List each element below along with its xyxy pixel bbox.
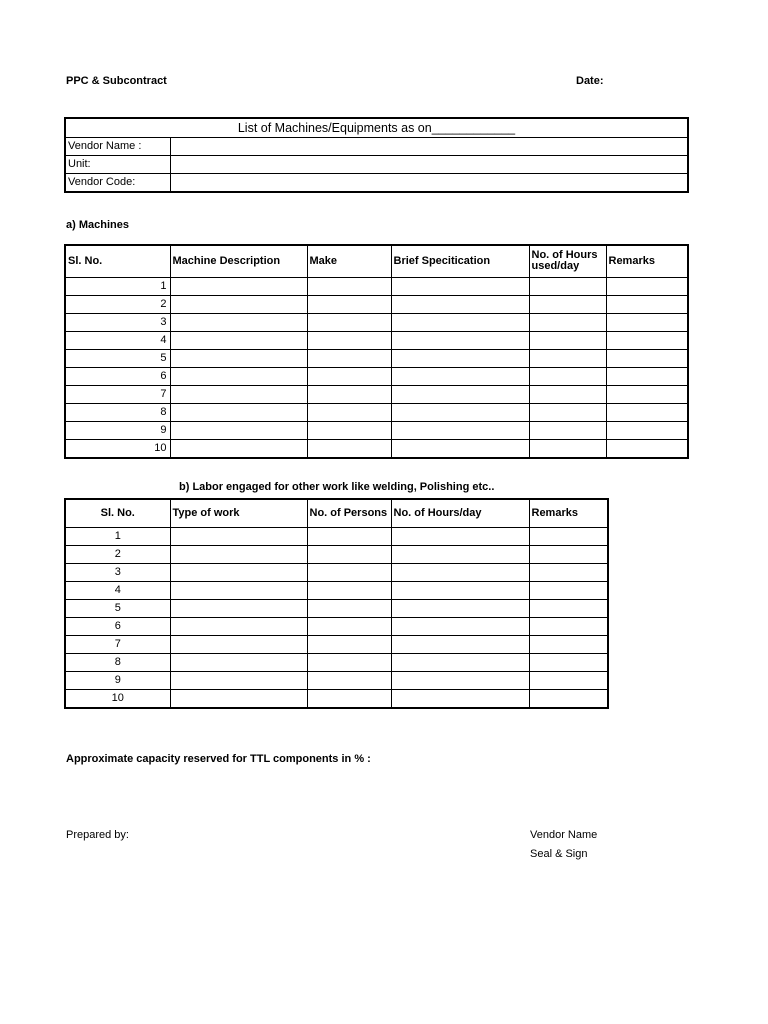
labor-cell[interactable] <box>529 690 608 709</box>
machine-cell[interactable] <box>307 277 391 295</box>
labor-col-remarks: Remarks <box>529 499 608 528</box>
machine-cell[interactable] <box>391 367 529 385</box>
labor-cell[interactable] <box>529 636 608 654</box>
table-row <box>65 582 608 600</box>
unit-field[interactable] <box>170 156 688 174</box>
labor-cell[interactable] <box>529 618 608 636</box>
machine-cell[interactable] <box>170 349 307 367</box>
labor-cell[interactable] <box>170 618 307 636</box>
machine-cell[interactable] <box>307 439 391 458</box>
table-row <box>65 385 688 403</box>
machine-cell[interactable] <box>307 331 391 349</box>
machine-row-number: 3 <box>65 313 170 331</box>
labor-cell[interactable] <box>529 546 608 564</box>
machine-row-number: 9 <box>65 421 170 439</box>
list-title: List of Machines/Equipments as on____________ <box>65 118 688 138</box>
labor-cell[interactable] <box>391 690 529 709</box>
labor-row-number: 10 <box>65 690 170 709</box>
table-row <box>65 600 608 618</box>
prepared-by-label: Prepared by: <box>66 829 129 841</box>
table-row <box>65 618 608 636</box>
labor-cell[interactable] <box>170 672 307 690</box>
machine-cell[interactable] <box>606 403 688 421</box>
labor-cell[interactable] <box>170 582 307 600</box>
machine-cell[interactable] <box>606 367 688 385</box>
machine-row-number: 6 <box>65 367 170 385</box>
table-row <box>65 367 688 385</box>
table-row <box>65 295 688 313</box>
vendor-code-label: Vendor Code: <box>65 174 170 193</box>
machine-cell[interactable] <box>170 421 307 439</box>
table-row <box>65 313 688 331</box>
labor-cell[interactable] <box>307 672 391 690</box>
labor-cell[interactable] <box>307 690 391 709</box>
form-department: PPC & Subcontract <box>66 75 167 87</box>
machine-cell[interactable] <box>391 439 529 458</box>
vendor-name-signature-label: Vendor Name <box>530 829 598 841</box>
labor-cell[interactable] <box>307 564 391 582</box>
labor-cell[interactable] <box>391 564 529 582</box>
labor-cell[interactable] <box>170 528 307 546</box>
labor-row-number: 6 <box>65 618 170 636</box>
machine-row-number: 4 <box>65 331 170 349</box>
machine-cell[interactable] <box>529 385 606 403</box>
labor-row-number: 1 <box>65 528 170 546</box>
machine-cell[interactable] <box>391 385 529 403</box>
machine-cell[interactable] <box>606 439 688 458</box>
labor-cell[interactable] <box>529 528 608 546</box>
machine-cell[interactable] <box>529 439 606 458</box>
machine-cell[interactable] <box>170 313 307 331</box>
labor-cell[interactable] <box>529 582 608 600</box>
machine-cell[interactable] <box>170 295 307 313</box>
vendor-name-label: Vendor Name : <box>65 138 170 156</box>
labor-cell[interactable] <box>170 564 307 582</box>
labor-cell[interactable] <box>307 528 391 546</box>
table-row <box>65 528 608 546</box>
labor-cell[interactable] <box>307 546 391 564</box>
machine-cell[interactable] <box>391 295 529 313</box>
machines-col-specification: Brief Specitication <box>391 245 529 277</box>
labor-cell[interactable] <box>170 546 307 564</box>
machine-cell[interactable] <box>391 331 529 349</box>
labor-cell[interactable] <box>529 654 608 672</box>
machine-cell[interactable] <box>606 385 688 403</box>
capacity-label: Approximate capacity reserved for TTL components in % : <box>66 753 371 765</box>
labor-row-number: 3 <box>65 564 170 582</box>
labor-row-number: 7 <box>65 636 170 654</box>
machine-cell[interactable] <box>307 367 391 385</box>
machine-cell[interactable] <box>170 385 307 403</box>
table-row <box>65 439 688 458</box>
machine-row-number: 8 <box>65 403 170 421</box>
machine-cell[interactable] <box>606 421 688 439</box>
labor-cell[interactable] <box>529 564 608 582</box>
table-row <box>65 654 608 672</box>
labor-row-number: 2 <box>65 546 170 564</box>
table-row <box>65 277 688 295</box>
machine-cell[interactable] <box>606 295 688 313</box>
machine-cell[interactable] <box>391 403 529 421</box>
machines-col-make: Make <box>307 245 391 277</box>
machine-row-number: 1 <box>65 277 170 295</box>
machine-row-number: 5 <box>65 349 170 367</box>
machine-cell[interactable] <box>170 439 307 458</box>
machine-cell[interactable] <box>307 313 391 331</box>
unit-label: Unit: <box>65 156 170 174</box>
labor-cell[interactable] <box>391 600 529 618</box>
labor-row-number: 9 <box>65 672 170 690</box>
labor-col-slno: Sl. No. <box>65 499 170 528</box>
labor-cell[interactable] <box>307 636 391 654</box>
labor-cell[interactable] <box>170 636 307 654</box>
machines-col-hours: No. of Hours used/day <box>529 245 606 277</box>
machine-cell[interactable] <box>307 349 391 367</box>
machine-cell[interactable] <box>307 385 391 403</box>
labor-cell[interactable] <box>391 618 529 636</box>
labor-table <box>64 498 609 709</box>
labor-cell[interactable] <box>391 654 529 672</box>
machine-cell[interactable] <box>529 331 606 349</box>
labor-cell[interactable] <box>391 672 529 690</box>
machines-table <box>64 244 689 459</box>
machine-cell[interactable] <box>170 331 307 349</box>
seal-sign-label: Seal & Sign <box>530 848 588 860</box>
machine-cell[interactable] <box>529 421 606 439</box>
vendor-code-field[interactable] <box>170 174 688 193</box>
labor-col-persons: No. of Persons <box>307 499 391 528</box>
table-row <box>65 546 608 564</box>
machine-cell[interactable] <box>529 313 606 331</box>
labor-cell[interactable] <box>391 546 529 564</box>
table-row <box>65 403 688 421</box>
machine-cell[interactable] <box>391 349 529 367</box>
labor-cell[interactable] <box>391 582 529 600</box>
labor-row-number: 5 <box>65 600 170 618</box>
machine-cell[interactable] <box>606 349 688 367</box>
machine-cell[interactable] <box>606 331 688 349</box>
labor-cell[interactable] <box>391 528 529 546</box>
machine-cell[interactable] <box>529 295 606 313</box>
machine-cell[interactable] <box>170 367 307 385</box>
labor-cell[interactable] <box>307 654 391 672</box>
table-row <box>65 331 688 349</box>
machine-cell[interactable] <box>606 277 688 295</box>
table-row <box>65 672 608 690</box>
machine-cell[interactable] <box>307 403 391 421</box>
machine-row-number: 2 <box>65 295 170 313</box>
labor-cell[interactable] <box>170 690 307 709</box>
machine-cell[interactable] <box>391 421 529 439</box>
machine-cell[interactable] <box>529 349 606 367</box>
labor-cell[interactable] <box>529 600 608 618</box>
labor-cell[interactable] <box>307 618 391 636</box>
labor-cell[interactable] <box>529 672 608 690</box>
machine-row-number: 10 <box>65 439 170 458</box>
labor-cell[interactable] <box>170 654 307 672</box>
labor-row-number: 8 <box>65 654 170 672</box>
table-row <box>65 636 608 654</box>
machines-col-slno: Sl. No. <box>65 245 170 277</box>
machine-row-number: 7 <box>65 385 170 403</box>
machines-col-remarks: Remarks <box>606 245 688 277</box>
machine-cell[interactable] <box>170 403 307 421</box>
machine-cell[interactable] <box>529 277 606 295</box>
table-row <box>65 421 688 439</box>
machines-heading: a) Machines <box>66 219 129 231</box>
labor-row-number: 4 <box>65 582 170 600</box>
labor-cell[interactable] <box>170 600 307 618</box>
labor-cell[interactable] <box>307 582 391 600</box>
labor-cell[interactable] <box>391 636 529 654</box>
labor-col-hours: No. of Hours/day <box>391 499 529 528</box>
vendor-name-field[interactable] <box>170 138 688 156</box>
table-row <box>65 349 688 367</box>
date-label: Date: <box>576 75 604 87</box>
machine-cell[interactable] <box>170 277 307 295</box>
machines-col-description: Machine Description <box>170 245 307 277</box>
machine-cell[interactable] <box>307 421 391 439</box>
labor-col-type: Type of work <box>170 499 307 528</box>
machine-cell[interactable] <box>529 403 606 421</box>
labor-heading: b) Labor engaged for other work like welding, Polishing etc.. <box>179 481 495 493</box>
machine-cell[interactable] <box>391 313 529 331</box>
machine-cell[interactable] <box>391 277 529 295</box>
table-row <box>65 564 608 582</box>
machine-cell[interactable] <box>529 367 606 385</box>
vendor-info-table <box>64 117 689 193</box>
table-row <box>65 690 608 709</box>
machine-cell[interactable] <box>606 313 688 331</box>
machine-cell[interactable] <box>307 295 391 313</box>
labor-cell[interactable] <box>307 600 391 618</box>
